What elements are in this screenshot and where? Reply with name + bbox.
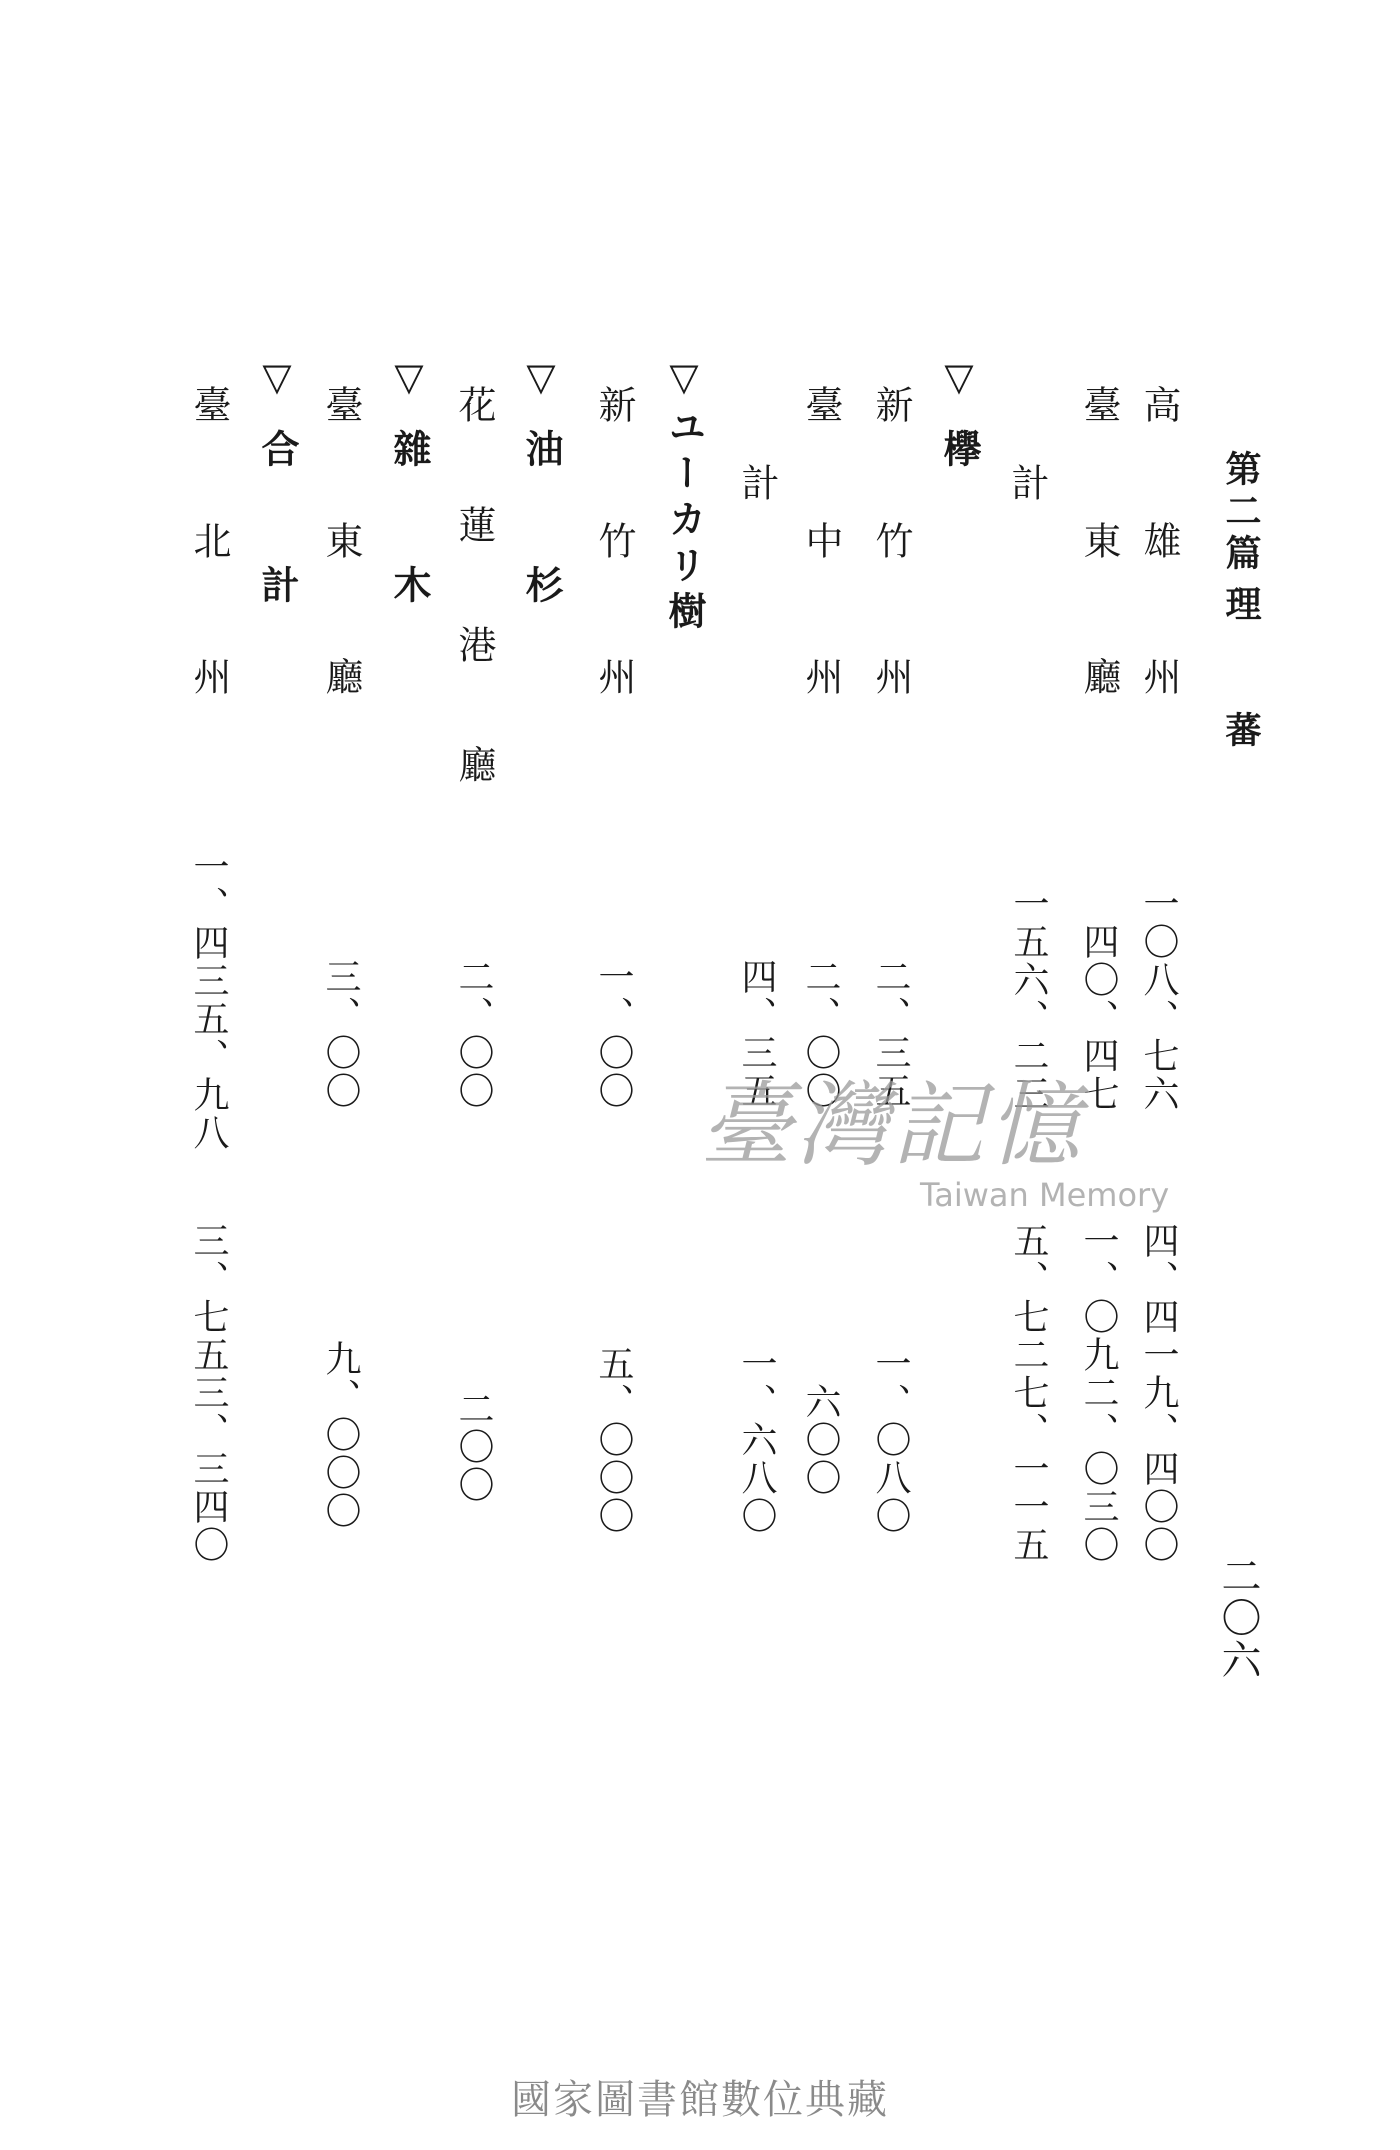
category-heading: ▽合 計 — [255, 355, 299, 633]
row-label: 新 竹 州 — [869, 385, 913, 725]
category-heading: ▽雜 木 — [387, 355, 431, 633]
category-heading: ▽ユーカリ樹 — [662, 355, 706, 637]
row-value-count: 二〇〇 — [453, 1390, 494, 1504]
row-value-area: 一〇八、七六 — [1138, 885, 1179, 1113]
row-label: 花 蓮 港 廳 — [452, 385, 496, 805]
row-value-count: 九、〇〇〇 — [320, 1340, 361, 1530]
section-title: 理 蕃 — [1220, 585, 1261, 753]
row-label: 臺 東 廳 — [1077, 385, 1121, 725]
row-label: 臺 北 州 — [187, 385, 231, 725]
row-label: 高 雄 州 — [1137, 385, 1181, 725]
row-value-area: 一、四三五、九八 — [188, 848, 229, 1152]
category-heading: ▽欅 — [937, 355, 981, 497]
row-value-area: 四〇、四七 — [1078, 923, 1119, 1113]
row-value-count: 一、〇九二、〇三〇 — [1078, 1222, 1119, 1564]
row-value-area: 一五六、二三 — [1008, 885, 1049, 1113]
row-value-count: 三、七五三、三四〇 — [188, 1222, 229, 1564]
footer-attribution: 國家圖書館數位典藏 — [511, 2077, 889, 2123]
row-value-count: 五、七二七、一一五 — [1008, 1222, 1049, 1564]
row-label: 臺 中 州 — [799, 385, 843, 725]
row-label: 臺 東 廳 — [319, 385, 363, 725]
watermark-en: Taiwan Memory — [920, 1176, 1170, 1214]
row-value-count: 五、〇〇〇 — [593, 1345, 634, 1535]
row-label: 計 — [735, 395, 779, 531]
row-value-count: 一、六八〇 — [736, 1345, 777, 1535]
row-value-area: 二、〇〇 — [453, 958, 494, 1110]
row-value-area: 二、三五 — [870, 958, 911, 1110]
row-label: 新 竹 州 — [592, 385, 636, 725]
row-value-area: 二、〇〇 — [800, 958, 841, 1110]
row-label: 計 — [1005, 395, 1049, 531]
row-value-area: 三、〇〇 — [320, 958, 361, 1110]
chapter-heading: 第二篇 — [1220, 450, 1261, 576]
category-heading: ▽油 杉 — [519, 355, 563, 633]
row-value-area: 一、〇〇 — [593, 958, 634, 1110]
row-value-area: 四、三五 — [736, 958, 777, 1110]
row-value-count: 一、〇八〇 — [870, 1345, 911, 1535]
watermark-cn: 臺灣記憶 — [700, 1072, 1085, 1179]
row-value-count: 六〇〇 — [800, 1383, 841, 1497]
page-number: 二〇六 — [1215, 1555, 1261, 1681]
row-value-count: 四、四一九、四〇〇 — [1138, 1222, 1179, 1564]
